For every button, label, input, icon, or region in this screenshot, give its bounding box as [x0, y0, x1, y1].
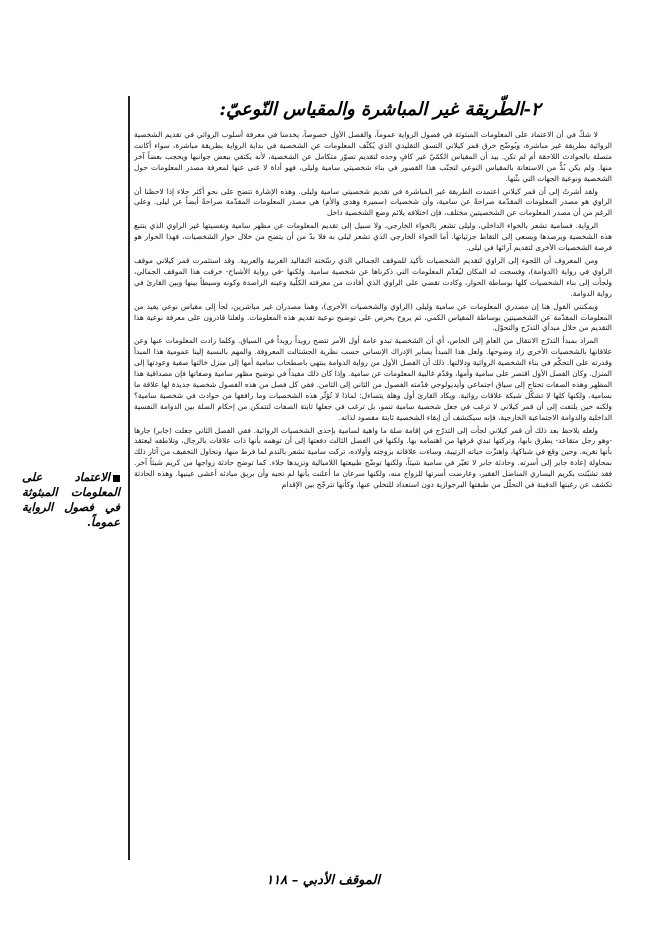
- pull-quote: [22, 470, 120, 610]
- page-number: ١١٨: [266, 873, 288, 888]
- column-divider: [128, 96, 130, 860]
- paragraph: ولقد أشرتُ إلى أن قمر كيلاني اعتمدت الطريقة غير المباشرة في تقديم شخصيتي سامية وليلى. وهذه الإشارة تتضح على نحو أكثر جلاء إذا لاحظنا أن الراوي هو مصدر المعلومات المقدّمة صراحةً عن سامية، وأن شخصيات (سميرة وهدى والأم) هي مصدر المعلومات المقدّمة صراحةً أيضاً عن ليلى. وعلى الرغم من أن مصدر المعلومات عن الشخصيتين مختلف، فإن اختلافه يلائم وضع الشخصية داخل: [134, 186, 612, 218]
- paragraph: ويمكنني القول هنا إن مصدري المعلومات عن سامية وليلى (الراوي والشخصيات الأخرى)، وهما مصدران غير مباشرين، لجأ إلى مقياس نوعي يفيد من المعلومات المقدّمة عن الشخصيتين بوساطة المقياس الكمي، ثم يروح يحرص على توضيح نوعية تقديم هذه المعلومات. ولعلنا قادرون على معرفة نوعية هذا التقديم من خلال مبدأي التدرّج والتحوّل.: [134, 301, 612, 333]
- square-bullet-icon: [113, 475, 120, 482]
- paragraph: ومن المعروف أن اللجوء إلى الراوي لتقديم الشخصيات تأكيد للموقف الجمالي الذي رسّخته التقاليد الغربية والعربية. وقد استثمرت قمر كيلاني موقف الراوي في رواية (الدوامة)، وفسحت له المكان ليُقدّم المعلومات التي ذكرناها عن شخصية سامية. ولكنها -في رواية الأشباح- خرقت هذا الموقف الجمالي، ولجأت إلى بناء الشخصيات كلها بوساطة الحوار، وكادت تقضي على الراوي الذي أفادت من معرفته الكلّية وعينه الراصدة وكونه وسيطاً بينها وبين القارئ في رواية الدوامة.: [134, 255, 612, 298]
- paragraph: المراد بمبدأ التدرّج الانتقال من العام إلى الخاص، أي أن الشخصية تبدو عامة أول الأمر تتضح رويداً رويداً في السياق. وكلما زادت المعلومات عنها وعن علاقاتها بالشخصيات الأخرى زاد وضوحها. ولعل هذا المبدأ يساير الإدراك الإنساني حسب نظرية الجشتالت المعروفة. والمهم بالنسبة إلينا عمومية هذا المبدأ وقدرته على التحكّم في بناء الشخصية الروائية ودلالتها. ذلك أن الفصل الأول من رواية الدوامة ينتهي باصطحاب سامية أمها إلى منزل خالتها صفية وعودتها إلى المنزل. وكان الفصل الأول اقتصر على سامية وأمها، وقدّم غالبية المعلومات عن سامية. وإذا كان ذلك مفيداً في توضيح مظهر سامية وصفاتها فإن مصداقية هذا المظهر وهذه الصفات تحتاج إلى سياق اجتماعي وأيديولوجي قدّمته الفصول من الثاني إلى الثامن. ففي كل فصل من هذه الفصول شخصية جديدة لها علاقة ما بسامية، ولكنها كلها لا تشكّل شبكة علاقات روائية. ويكاد القارئ أول وهلة يتساءل: لماذا لا تُؤثّر هذه الشخصيات وما رافقها من حوادث في شخصية سامية؟ ولكنه حين يلتفت إلى أن قمر كيلاني لا ترغب في جعل شخصية سامية تنمو، بل ترغب في جعلها ثابتة الصفات لتتمكن من إحكام الصلة بين الدوامة النفسية الداخلية والدوامة الاجتماعية الخارجية، فإنه سيكتشف أن إبقاء الشخصية ثابتة مقصود لذاته.: [134, 336, 612, 422]
- page-footer: [130, 870, 380, 892]
- paragraph: لا شكّ في أن الاعتماد على المعلومات المبثوثة في فصول الرواية عموماً، والفصل الأول خصوصاً، يخدمنا في معرفة أسلوب الروائي في تقديم الشخصية الروائية بطريقة غير مباشرة، ويُوضّح خرق قمر كيلاني النسق التقليدي الذي يُكثّف المعلومات عن الشخصية في بداية الرواية بطريقة مباشرة، سواء أكانت متصلة بالحوادث اللاحقة أم لم تكن. بيد أن المقياس الكمّيّ غير كافٍ وحده لتقديم تصوّر متكامل عن الشخصية، لأنه يكتفي ببعض جوانبها ويحجب بعضاً آخر منها. ولم يكن بُدٌّ من الاستعانة بالمقياس النوعي لتجنّب هذا القصور في بناء شخصيتي سامية وليلى، فهو أداة لا غنى عنها لمعرفة مصدر المعلومات حول الشخصية ونوعية الجهات التي بثّتها.: [134, 130, 612, 183]
- footer-separator: –: [291, 873, 299, 888]
- article-body: [134, 130, 612, 858]
- paragraph: ولعله يلاحظ بعد ذلك أن قمر كيلاني لجأت إلى التدرّج في إقامة صلة ما واهية لسامية بإحدى الشخصيات الروائية. ففي الفصل الثاني جعلت (جابر) جارها -وهو رجل متقاعد- يطرق بابها، وتركتها تبدي قرفها من اهتمامه بها. ولكنها في الفصل الثالث دفعتها إلى أن توهمه بأنها ذات علاقات بالرجال، وتلاطفه ليعتقد بأنها تغريه. وحين وقع في شباكها، واهتزّت حياته الرتيبة، وساءت علاقاته بزوجته وأولاده، تركت سامية تشعر بالندم لما فرط منها، وتحاول التخفيف من آثار ذلك بمحاولة إعادة جابر إلى أسرته. وحادثة جابر لا تغيّر في سامية شيئاً، ولكنها توضّح طبيعتها اللامبالية وتزيدها جلاء. كما توضح حادثة زواجها من كريم شيئاً آخر. فقد تشبّثت بكريم اليساري المناضل الفقير، وعارضت أسرتها للزواج منه، ولكنها سرعان ما أعلنت بأنها لم تحبه وأن بريق مبادئه أعشى عينيها. وهذه الحادثة تكشف عن رغبتها الدفينة في التحلّل من طبقتها البرجوازية دون استعداد للتخلي عنها، وكأنها تترجّح بين الإقدام: [134, 425, 612, 490]
- journal-name: الموقف الأدبي: [302, 873, 380, 888]
- pull-quote-text: الاعتماد على المعلومات المبثوثة في فصول الرواية عموماً.: [22, 470, 120, 529]
- section-title: ٢-الطّريقة غير المباشرة والمقياس النّوعيّ:: [219, 99, 541, 120]
- paragraph: الرواية. فسامية تشعر بالخواء الداخلي، وليلى تشعر بالخواء الخارجي، ولا سبيل إلى تقديم المعلومات عن مظهر سامية ونفسيتها غير الراوي الذي يتتبع هذه الشخصية ويرصدها ويسعى إلى التقاط جزئياتها. أما الخواء الخارجي الذي تشعر ليلى به فلا بدّ من أن يتضح من خلال حوار الشخصيات، فهذا الحوار هو فرصة الشخصيات الأخرى لتقديم آرائها في ليلى.: [134, 221, 612, 253]
